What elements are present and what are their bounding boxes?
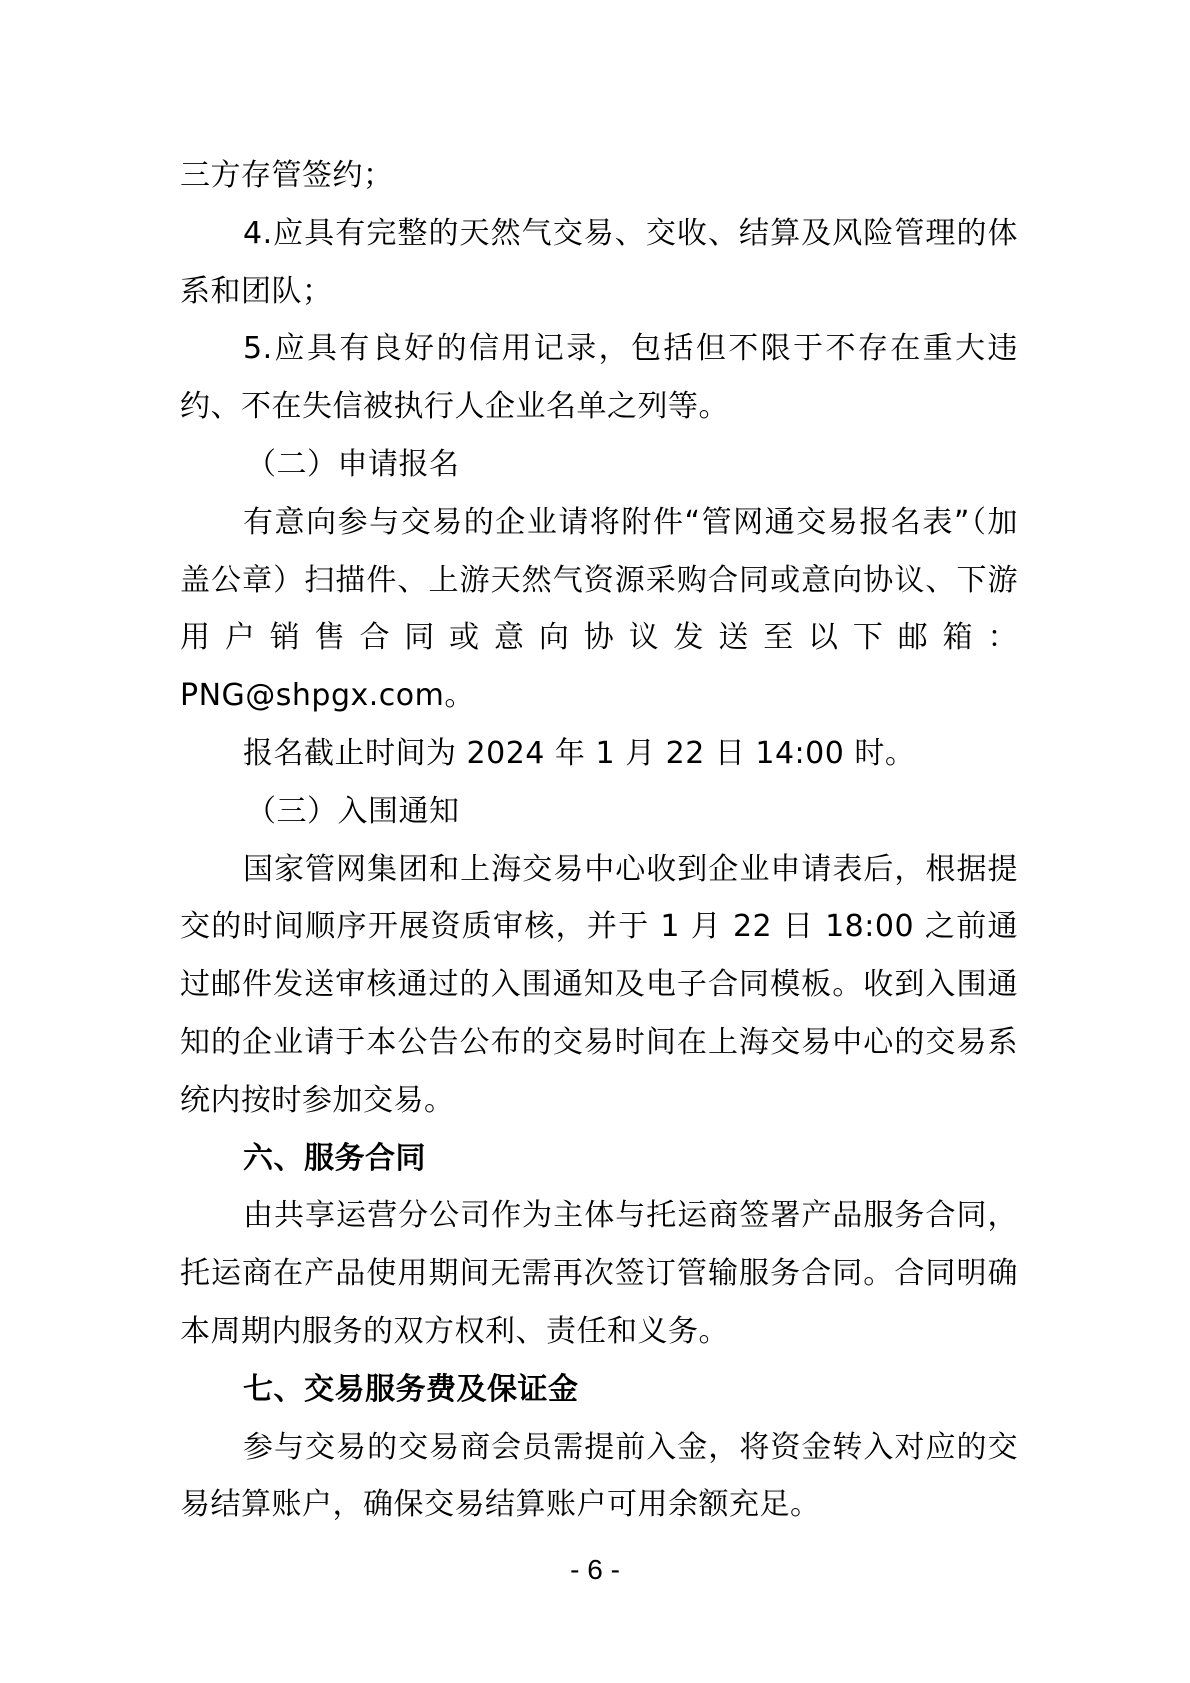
subheading-shortlist-notice: （三）入围通知 — [246, 793, 460, 829]
paragraph-email-address: PNG@shpgx.com。 — [180, 678, 475, 714]
paragraph-requirement-4: 4.应具有完整的天然气交易、交收、结算及风险管理的体系和团队； — [180, 215, 1018, 309]
heading-fees-and-deposit: 七、交易服务费及保证金 — [243, 1371, 579, 1407]
paragraph-custody-signing: 三方存管签约； — [180, 158, 394, 193]
paragraph-deadline: 报名截止时间为 2024 年 1 月 22 日 14:00 时。 — [243, 735, 916, 771]
paragraph-application-instructions: 有意向参与交易的企业请将附件“管网通交易报名表”（加盖公章）扫描件、上游天然气资源采购合同或意向协议、下游用户销售合同或意向协议发送至以下邮箱： — [180, 504, 1018, 656]
subheading-application: （二）申请报名 — [246, 446, 460, 482]
document-body — [180, 147, 1018, 1534]
page-number: - 6 - — [570, 1554, 620, 1585]
heading-service-contract: 六、服务合同 — [243, 1140, 426, 1176]
paragraph-requirement-5: 5.应具有良好的信用记录，包括但不限于不存在重大违约、不在失信被执行人企业名单之列等。 — [180, 331, 1018, 425]
paragraph-fees-and-deposit: 参与交易的交易商会员需提前入金，将资金转入对应的交易结算账户，确保交易结算账户可用余额充足。 — [180, 1429, 1018, 1523]
paragraph-service-contract: 由共享运营分公司作为主体与托运商签署产品服务合同，托运商在产品使用期间无需再次签订管输服务合同。合同明确本周期内服务的双方权利、责任和义务。 — [180, 1198, 1018, 1349]
paragraph-shortlist-details: 国家管网集团和上海交易中心收到企业申请表后，根据提交的时间顺序开展资质审核，并于 1 月 22 日 18:00 之前通过邮件发送审核通过的入围通知及电子合同模板。收到入围通知的企业请于本公告公布的交易时间在上海交易中心的交易系统内按时参加交易。 — [180, 851, 1018, 1118]
